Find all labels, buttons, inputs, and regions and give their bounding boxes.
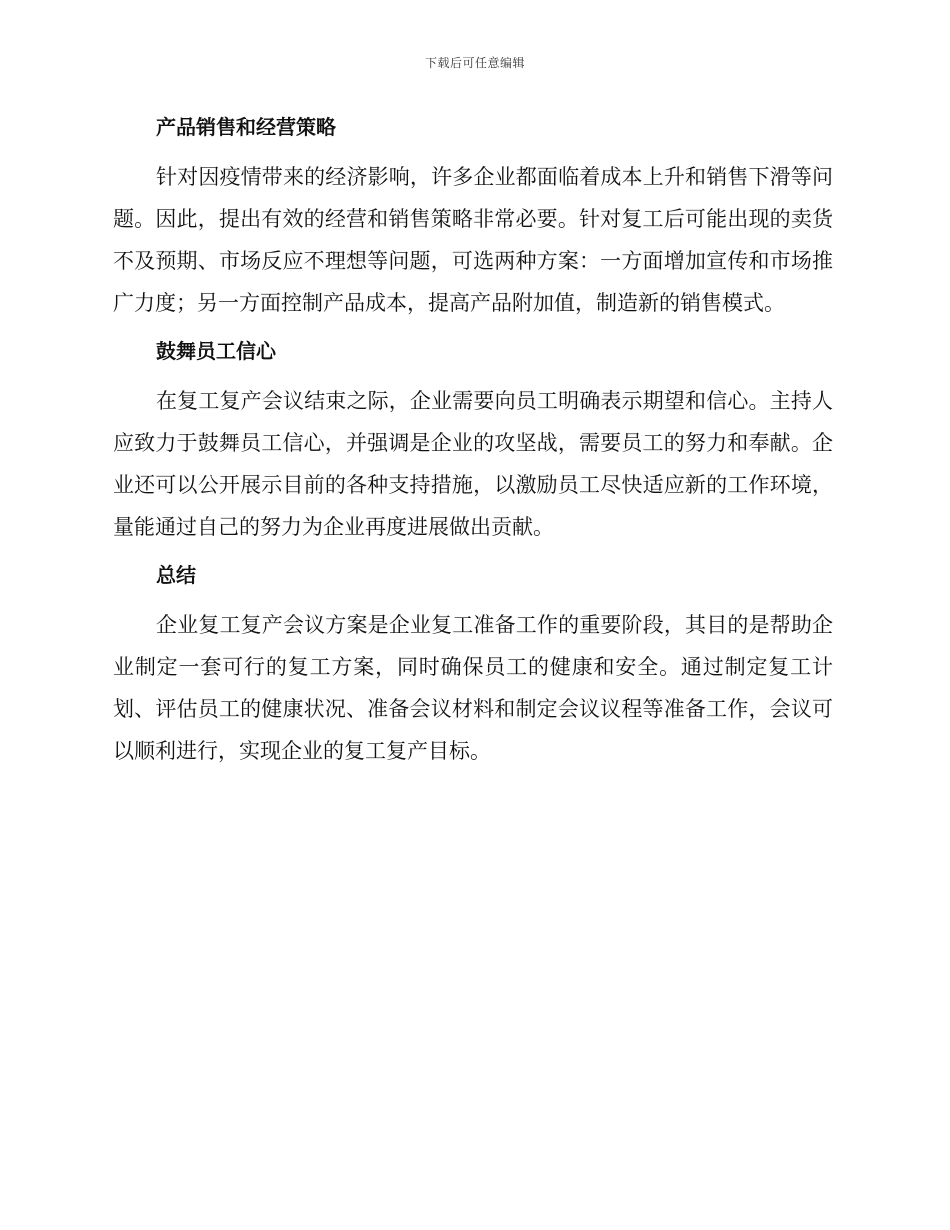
section-heading: 鼓舞员工信心 — [156, 339, 276, 363]
document-body — [113, 112, 833, 784]
section-paragraph: 针对因疫情带来的经济影响，许多企业都面临着成本上升和销售下滑等问题。因此，提出有效的经营和销售策略非常必要。针对复工后可能出现的卖货不及预期、市场反应不理想等问题，可选两种方案：一方面增加宣传和市场推广力度；另一方面控制产品成本，提高产品附加值，制造新的销售模式。 — [113, 165, 833, 315]
header-note: 下载后可任意编辑 — [424, 56, 525, 70]
section-heading: 总结 — [156, 563, 196, 587]
section-summary — [113, 560, 833, 772]
section-sales-strategy — [113, 112, 833, 324]
section-employee-confidence — [113, 336, 833, 548]
section-heading: 产品销售和经营策略 — [156, 115, 336, 139]
section-paragraph: 在复工复产会议结束之际，企业需要向员工明确表示期望和信心。主持人应致力于鼓舞员工信心，并强调是企业的攻坚战，需要员工的努力和奉献。企业还可以公开展示目前的各种支持措施，以激励员工尽快适应新的工作环境，量能通过自己的努力为企业再度进展做出贡献。 — [113, 389, 833, 539]
section-paragraph: 企业复工复产会议方案是企业复工准备工作的重要阶段，其目的是帮助企业制定一套可行的复工方案，同时确保员工的健康和安全。通过制定复工计划、评估员工的健康状况、准备会议材料和制定会议议程等准备工作，会议可以顺利进行，实现企业的复工复产目标。 — [113, 613, 833, 763]
